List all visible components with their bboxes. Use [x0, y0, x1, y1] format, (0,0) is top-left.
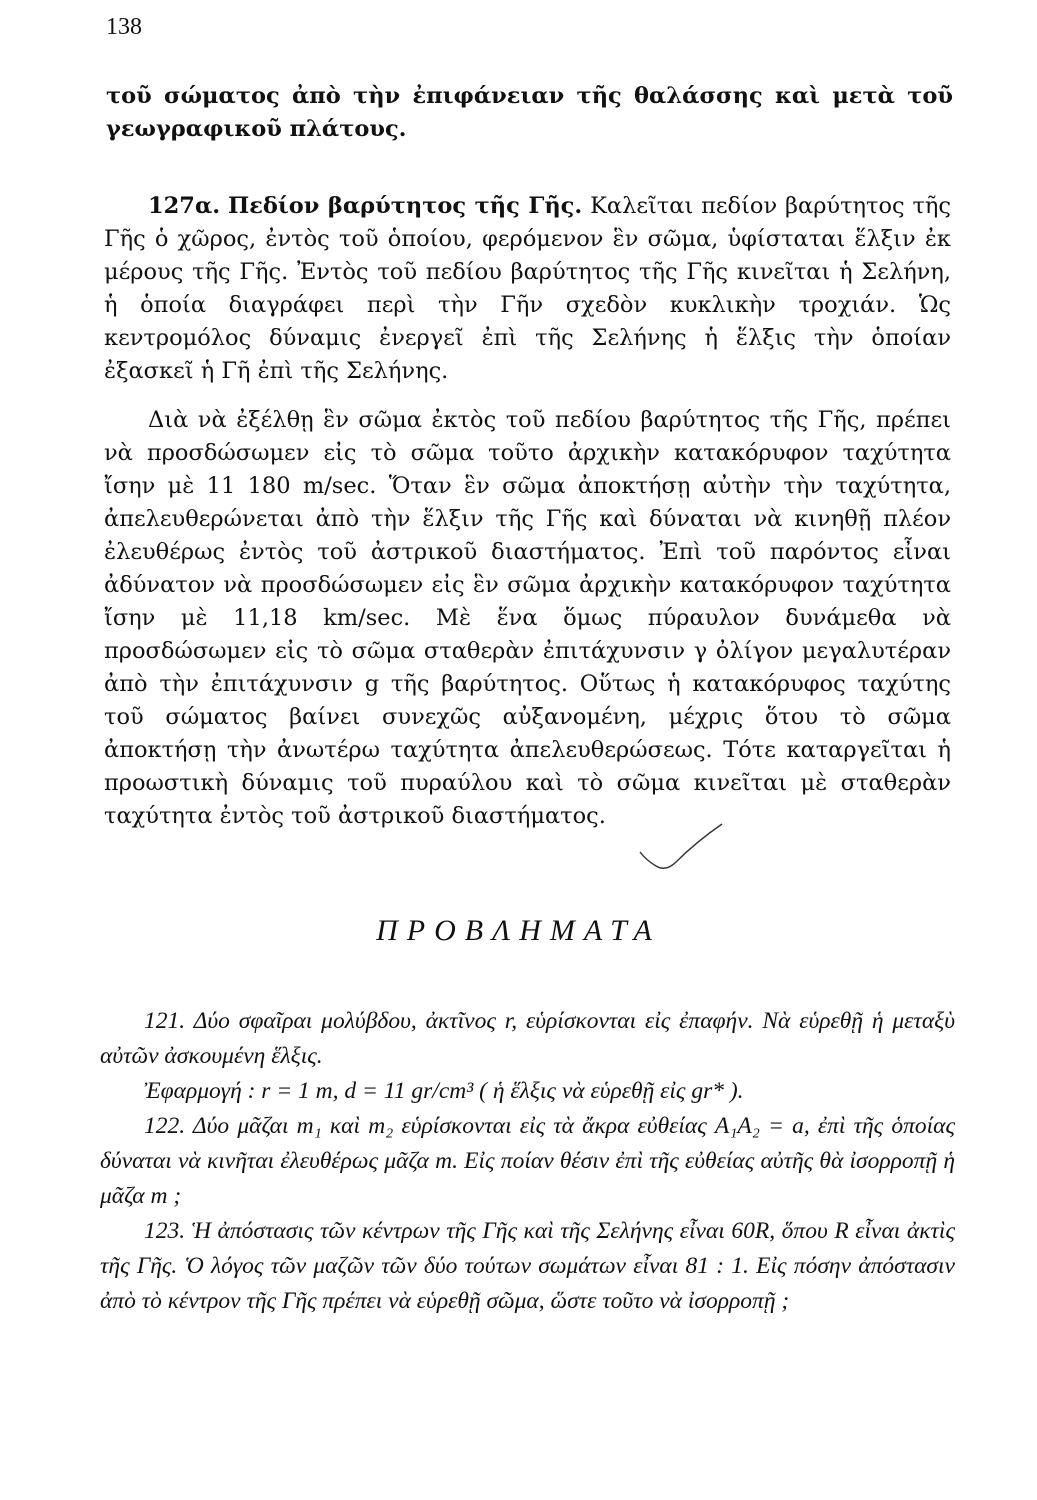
section-body-1: Καλεῖται πεδίον βαρύτητος τῆς Γῆς ὁ χῶρος, ἐντὸς τοῦ ὁποίου, φερόμενον ἓν σῶμα, ὑφίσταται ἕλξιν ἐκ μέρους τῆς Γῆς. Ἐντὸς τοῦ πεδίου βαρύτητος τῆς Γῆς κινεῖται ἡ Σελήνη, ἡ ὁποία διαγράφει περὶ τὴν Γῆν σχεδὸν κυκλικὴν τροχιάν. Ὡς κεντρομόλος δύναμις ἐνεργεῖ ἐπὶ τῆς Σελήνης ἡ ἕλξις τὴν ὁποίαν ἐξασκεῖ ἡ Γῆ ἐπὶ τῆς Σελήνης.	[104, 193, 951, 384]
problem-number: 122.	[144, 1113, 186, 1139]
section-number: 127α.	[148, 193, 221, 219]
section-127a-continued	[104, 404, 951, 833]
problem-121	[100, 1004, 955, 1074]
problem-number: 121.	[144, 1008, 186, 1034]
problem-text: Δύο μᾶζαι m₁ καὶ m₂ εὑρίσκονται εἰς τὰ ἄκρα εὐθείας A₁A₂ = a, ἐπὶ τῆς ὁποίας δύναται νὰ κινῆται ἐλευθέρως μᾶζα m. Εἰς ποίαν θέσιν ἐπὶ τῆς εὐθείας αὐτῆς θὰ ἰσορροπῇ ἡ μᾶζα m ;	[100, 1113, 955, 1209]
problem-121-application	[100, 1074, 955, 1109]
problem-text: Ἐφαρμογή : r = 1 m, d = 11 gr/cm³ ( ἡ ἕλξις νὰ εὑρεθῇ εἰς gr* ).	[144, 1078, 744, 1104]
problem-text: Ἡ ἀπόστασις τῶν κέντρων τῆς Γῆς καὶ τῆς Σελήνης εἶναι 60R, ὅπου R εἶναι ἀκτὶς τῆς Γῆς. Ὁ λόγος τῶν μαζῶν τῶν δύο τούτων σωμάτων εἶναι 81 : 1. Εἰς πόσην ἀπόστασιν ἀπὸ τὸ κέντρον τῆς Γῆς πρέπει νὰ εὑρεθῇ σῶμα, ὥστε τοῦτο νὰ ἰσορροπῇ ;	[100, 1218, 955, 1314]
section-paragraph-2: Διὰ νὰ ἐξέλθῃ ἓν σῶμα ἐκτὸς τοῦ πεδίου βαρύτητος τῆς Γῆς, πρέπει νὰ προσδώσωμεν εἰς τὸ σῶμα τοῦτο ἀρχικὴν κατακόρυφον ταχύτητα ἴσην μὲ 11 180 m/sec. Ὅταν ἓν σῶμα ἀποκτήσῃ αὐτὴν τὴν ταχύτητα, ἀπελευθερώνεται ἀπὸ τὴν ἕλξιν τῆς Γῆς καὶ δύναται νὰ κινηθῇ πλέον ἐλευθέρως ἐντὸς τοῦ ἀστρικοῦ διαστήματος. Ἐπὶ τοῦ παρόντος εἶναι ἀδύνατον νὰ προσδώσωμεν εἰς ἓν σῶμα ἀρχικὴν κατακόρυφον ταχύτητα ἴσην μὲ 11,18 km/sec. Μὲ ἕνα ὅμως πύραυλον δυνάμεθα νὰ προσδώσωμεν εἰς τὸ σῶμα σταθερὰν ἐπιτάχυνσιν γ ὀλίγον μεγαλυτέραν ἀπὸ τὴν ἐπιτάχυνσιν g τῆς βαρύτητος. Οὕτως ἡ κατακόρυφος ταχύτης τοῦ σώματος βαίνει συνεχῶς αὐξανομένη, μέχρις ὅτου τὸ σῶμα ἀποκτήσῃ τὴν ἀνωτέρω ταχύτητα ἀπελευθερώσεως. Τότε καταργεῖται ἡ προωστικὴ δύναμις τοῦ πυραύλου καὶ τὸ σῶμα κινεῖται μὲ σταθερὰν ταχύτητα ἐντὸς τοῦ ἀστρικοῦ διαστήματος.	[104, 407, 951, 829]
handwritten-check-mark	[636, 822, 726, 882]
problem-122	[100, 1109, 955, 1214]
problem-123	[100, 1214, 955, 1319]
problems-list	[100, 1004, 955, 1319]
page-number: 138	[106, 14, 142, 40]
continuation-text: τοῦ σώματος ἀπὸ τὴν ἐπιφάνειαν τῆς θαλάσσης καὶ μετὰ τοῦ γεωγραφικοῦ πλάτους.	[106, 83, 953, 142]
problem-text: Δύο σφαῖραι μολύβδου, ἀκτῖνος r, εὑρίσκονται εἰς ἐπαφήν. Νὰ εὑρεθῇ ἡ μεταξὺ αὐτῶν ἀσκουμένη ἕλξις.	[100, 1008, 956, 1069]
problems-heading: ΠΡΟΒΛΗΜΑΤΑ	[376, 914, 661, 947]
section-title: Πεδίον βαρύτητος τῆς Γῆς.	[227, 193, 583, 219]
problem-number: 123.	[144, 1218, 186, 1244]
section-127a	[104, 190, 951, 388]
section-paragraph-1	[104, 190, 951, 388]
